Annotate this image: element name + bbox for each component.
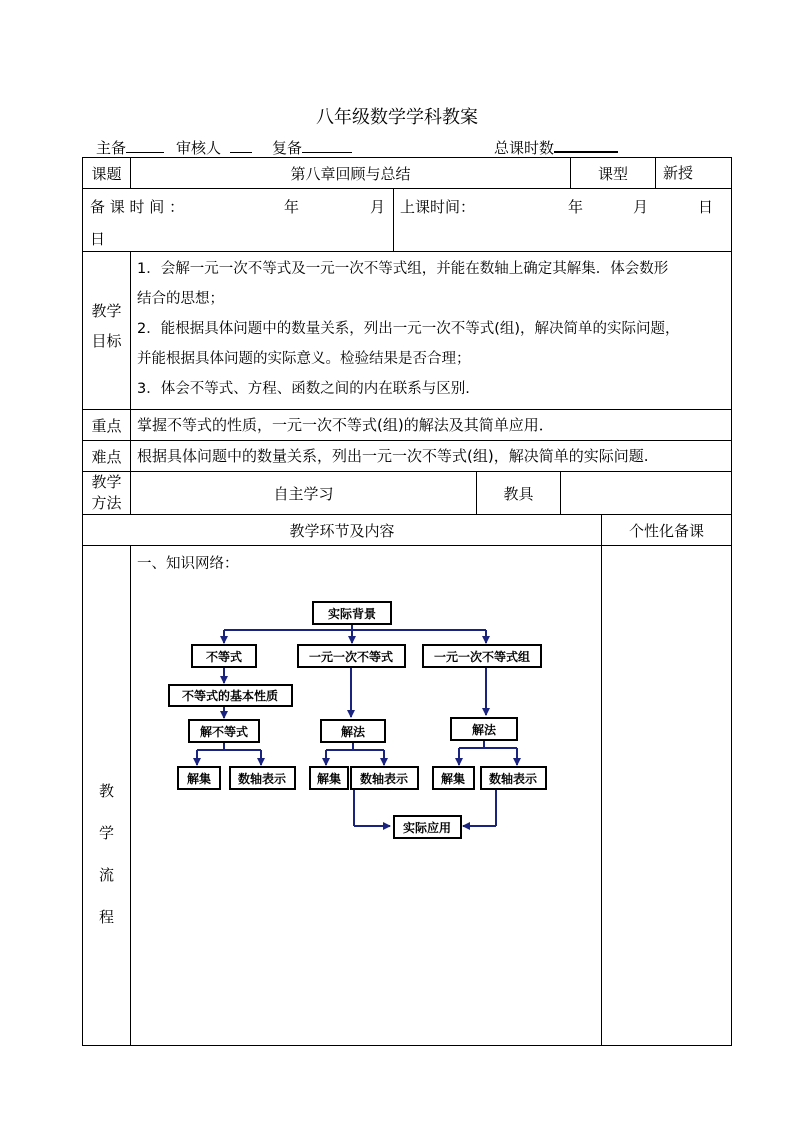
- method-label-line2: 方法: [91, 494, 122, 512]
- node-label: 实际背景: [327, 607, 377, 621]
- goals-label-line1: 教学: [91, 302, 122, 320]
- node-real-background: [313, 602, 391, 624]
- method-label-line1: 教学: [91, 473, 122, 491]
- difficulty-value[interactable]: 根据具体问题中的数量关系，列出一元一次不等式(组)，解决简单的实际问题.: [137, 447, 649, 465]
- flow-label-char: 流: [98, 866, 114, 884]
- class-time-label: 上课时间：: [400, 198, 476, 216]
- node-label: 解法: [471, 723, 497, 737]
- topic-label: 课题: [91, 164, 122, 183]
- lesson-type-label: 课型: [597, 164, 628, 183]
- node-practical-application: [394, 816, 461, 838]
- difficulty-label: 难点: [91, 447, 122, 466]
- key-point-value[interactable]: 掌握不等式的性质，一元一次不等式(组)的解法及其简单应用．: [137, 416, 554, 434]
- node-col2-method: [321, 720, 385, 742]
- node-label: 解不等式: [199, 725, 249, 739]
- total-label: 总课时数: [494, 139, 555, 157]
- prep-month[interactable]: 月: [370, 198, 386, 216]
- node-col1-number-line: [230, 767, 295, 789]
- prep-year[interactable]: 年: [284, 198, 300, 216]
- node-col3-number-line: [481, 767, 546, 789]
- fubei-label: 复备: [272, 139, 303, 157]
- goals-line: 1．会解一元一次不等式及一元一次不等式组，并能在数轴上确定其解集．体会数形: [137, 261, 669, 277]
- node-linear-inequality: [298, 645, 405, 667]
- knowledge-network-heading: 一、知识网络：: [137, 556, 239, 572]
- key-point-label: 重点: [91, 416, 122, 435]
- goals-label-line2: 目标: [91, 332, 122, 350]
- goals-line: 结合的思想；: [137, 291, 224, 307]
- diagram-nodes: [169, 602, 546, 838]
- zhubei-label: 主备: [96, 139, 127, 157]
- node-solve-inequality: [189, 720, 259, 742]
- node-label: 数轴表示: [488, 772, 538, 786]
- content-header: 教学环节及内容: [289, 521, 395, 540]
- class-day[interactable]: 日: [698, 198, 714, 216]
- node-inequality: [192, 645, 256, 667]
- node-label: 数轴表示: [237, 772, 287, 786]
- class-month[interactable]: 月: [633, 198, 649, 216]
- page-title: 八年级数学学科教案: [316, 107, 478, 128]
- class-year[interactable]: 年: [568, 198, 584, 216]
- goals-line: 3．体会不等式、方程、函数之间的内在联系与区别.: [137, 381, 470, 397]
- method-value[interactable]: 自主学习: [273, 484, 334, 503]
- flow-label-char: 学: [98, 824, 114, 842]
- node-col3-method: [451, 718, 517, 740]
- goals-line: 并能根据具体问题的实际意义。检验结果是否合理；: [137, 351, 471, 367]
- node-label: 解集: [186, 772, 212, 786]
- flow-label-char: 程: [98, 908, 114, 926]
- node-label: 实际应用: [402, 821, 452, 835]
- node-label: 不等式的基本性质: [181, 689, 279, 703]
- node-label: 一元一次不等式组: [433, 650, 531, 664]
- personal-prep-header: 个性化备课: [628, 521, 704, 540]
- node-linear-inequality-system: [423, 645, 541, 667]
- node-label: 数轴表示: [359, 772, 409, 786]
- flow-label-char: 教: [98, 782, 114, 800]
- node-label: 解法: [340, 725, 366, 739]
- node-col1-solution-set: [178, 767, 220, 789]
- node-label: 一元一次不等式: [308, 650, 394, 664]
- node-label: 不等式: [205, 650, 243, 664]
- node-label: 解集: [440, 772, 466, 786]
- tools-label: 教具: [503, 484, 534, 503]
- node-basic-properties: [169, 685, 292, 706]
- node-col3-solution-set: [433, 767, 474, 789]
- topic-value[interactable]: 第八章回顾与总结: [290, 164, 411, 183]
- prep-day[interactable]: 日: [90, 230, 106, 248]
- node-col2-number-line: [351, 767, 418, 789]
- goals-line: 2．能根据具体问题中的数量关系，列出一元一次不等式(组)，解决简单的实际问题，: [137, 321, 680, 337]
- node-col2-solution-set: [310, 767, 348, 789]
- prep-time-label: 备 课 时 间 ：: [90, 198, 185, 216]
- lesson-type-value[interactable]: 新授: [663, 164, 694, 182]
- shenhe-label: 审核人: [176, 139, 222, 157]
- node-label: 解集: [316, 772, 342, 786]
